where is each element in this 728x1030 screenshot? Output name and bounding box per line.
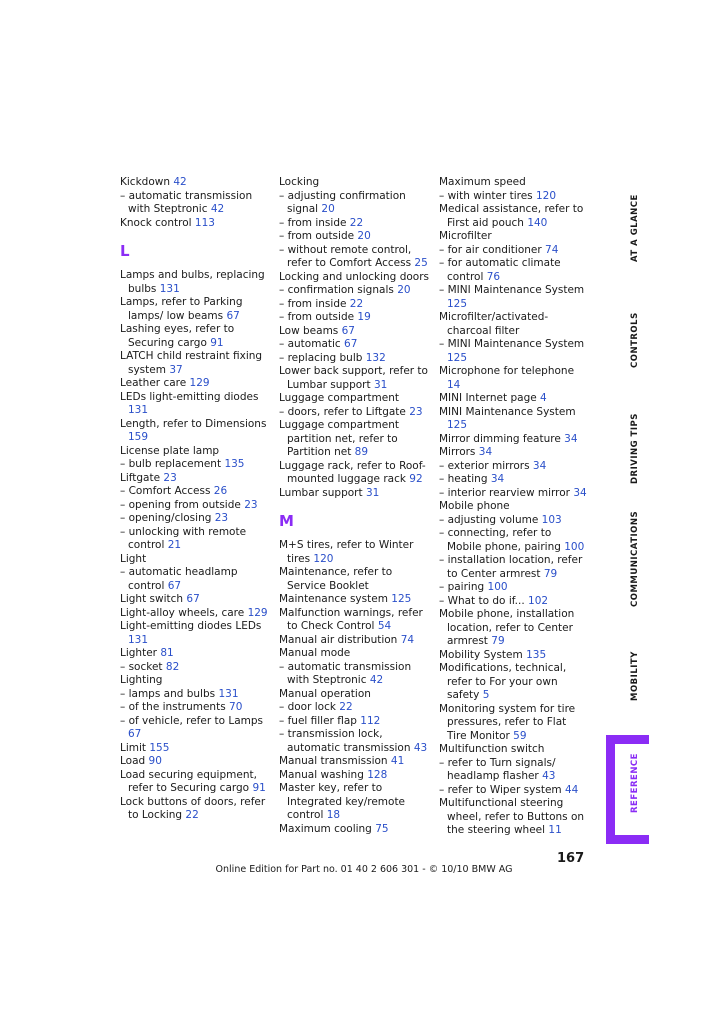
index-entry (120, 661, 270, 675)
page-link[interactable]: 23 (244, 498, 258, 511)
tab-driving-tips[interactable]: DRIVING TIPS (630, 413, 640, 484)
index-entry (120, 499, 270, 513)
page-link[interactable]: 42 (173, 176, 187, 188)
index-entry (279, 271, 429, 285)
index-entry (120, 176, 270, 190)
reference-bracket (606, 735, 649, 844)
index-entry-text: – automatic headlamp control (120, 566, 238, 592)
index-entry-text: – refer to Turn signals/ headlamp flasher (439, 756, 556, 782)
index-entry-text: – automatic transmission with Steptronic (120, 189, 253, 215)
page-link[interactable]: 75 (375, 822, 389, 835)
index-entry-text: Mobile phone (439, 500, 510, 512)
page-link[interactable]: 81 (160, 647, 174, 659)
index-entry (439, 230, 589, 244)
index-entry-text: License plate lamp (120, 444, 220, 457)
index-entry (439, 244, 589, 258)
index-entry (439, 433, 589, 447)
index-entry-text: Light-emitting diodes LEDs (120, 620, 262, 632)
index-entry (120, 566, 270, 593)
index-entry (120, 607, 270, 621)
tab-reference[interactable]: REFERENCE (630, 753, 640, 813)
index-entry (279, 539, 429, 566)
index-entry (439, 595, 589, 609)
page-link[interactable]: 129 (247, 606, 268, 619)
index-entry (120, 755, 270, 769)
index-entry (439, 649, 589, 663)
index-entry (279, 647, 429, 661)
index-entry (439, 460, 589, 474)
page-link[interactable]: 19 (357, 311, 371, 323)
page-link[interactable]: 90 (148, 755, 162, 767)
page-link[interactable]: 23 (163, 471, 177, 484)
index-entry (279, 325, 429, 339)
index-entry (439, 797, 589, 838)
index-entry-text: – connecting, refer to Mobile phone, pairing (439, 527, 561, 553)
index-entry-text: Multifunction switch (439, 743, 545, 755)
index-entry (279, 769, 429, 783)
page-link[interactable]: 67 (226, 309, 240, 322)
index-entry (439, 662, 589, 703)
page-link[interactable]: 42 (210, 203, 225, 215)
index-entry (120, 418, 270, 445)
page-link[interactable]: 67 (344, 338, 358, 350)
page-link[interactable]: 4 (540, 392, 547, 404)
index-entry-text: Microphone for telephone (439, 365, 575, 377)
index-entry (120, 593, 270, 607)
page-link[interactable]: 23 (214, 512, 229, 524)
index-entry (439, 581, 589, 595)
index-entry (120, 350, 270, 377)
index-column-2 (279, 176, 429, 836)
index-entry-text: – for automatic climate control (439, 257, 561, 283)
tab-communications[interactable]: COMMUNICATIONS (630, 510, 640, 607)
page-link[interactable]: 91 (252, 782, 266, 794)
index-entry-text: Light switch (120, 593, 184, 605)
index-entry-text: Microfilter/activated-charcoal filter (439, 311, 549, 337)
index-entry (439, 554, 589, 581)
index-entry-text: – automatic transmission with Steptronic (279, 660, 412, 686)
page-link[interactable]: 155 (149, 741, 170, 754)
tab-mobility[interactable]: MOBILITY (630, 651, 640, 701)
page-link[interactable]: 74 (545, 243, 559, 256)
page-link[interactable]: 44 (564, 783, 579, 796)
index-entry-text: Luggage rack, refer to Roof-mounted luggage rack (279, 459, 426, 485)
index-entry-text: – of the instruments (120, 701, 226, 713)
index-entry-text: Maximum speed (439, 176, 526, 188)
index-entry-text: Lamps, refer to Parking lamps/ low beams (120, 296, 243, 322)
index-entry (439, 487, 589, 501)
index-entry (439, 446, 589, 460)
index-entry-text: Manual transmission (279, 755, 388, 767)
page-link[interactable]: 135 (526, 648, 547, 661)
index-entry (279, 284, 429, 298)
page-link[interactable]: 22 (349, 216, 364, 229)
page-link[interactable]: 22 (339, 701, 353, 713)
page-link[interactable]: 82 (165, 660, 180, 673)
page-link[interactable]: 102 (528, 594, 549, 607)
index-entry (279, 607, 429, 634)
page-link[interactable]: 41 (390, 755, 405, 767)
page-link[interactable]: 103 (541, 513, 562, 526)
index-entry-text: Lower back support, refer to Lumbar support (279, 365, 428, 391)
index-entry-text: – with winter tires (439, 189, 533, 202)
page-link[interactable]: 59 (513, 729, 527, 742)
index-entry-text: – bulb replacement (120, 458, 222, 470)
index-entry (279, 593, 429, 607)
index-entry-text: – replacing bulb (279, 351, 363, 364)
index-entry-text: Monitoring system for tire pressures, refer to Flat Tire Monitor (439, 702, 576, 742)
index-entry (279, 298, 429, 312)
index-entry-text: – adjusting volume (439, 513, 539, 526)
page-link[interactable]: 131 (218, 687, 239, 700)
index-entry-text: – What to do if... (439, 594, 525, 607)
index-entry (279, 217, 429, 231)
index-entry (439, 406, 589, 433)
index-entry-text: Manual mode (279, 647, 351, 659)
index-entry (279, 661, 429, 688)
index-entry (439, 284, 589, 311)
index-entry-text: – MINI Maintenance System (439, 338, 585, 350)
index-entry-text: Load securing equipment, refer to Securing cargo (120, 768, 257, 794)
index-entry (279, 406, 429, 420)
page-link[interactable]: 131 (128, 633, 149, 646)
index-entry-text: – pairing (439, 581, 485, 593)
index-entry-text: Light (120, 552, 147, 565)
page-link[interactable]: 79 (543, 567, 558, 580)
page-link[interactable]: 120 (313, 552, 334, 565)
page-link[interactable]: 113 (194, 216, 215, 229)
page-link[interactable]: 125 (447, 351, 468, 364)
index-entry-text: – unlocking with remote control (120, 525, 247, 551)
index-entry (120, 715, 270, 742)
page-link[interactable]: 37 (169, 363, 183, 376)
index-entry-text: – without remote control, refer to Comfort Access (279, 243, 412, 269)
page-link[interactable]: 20 (397, 284, 411, 296)
index-entry-text: – for air conditioner (439, 243, 542, 256)
index-entry (279, 728, 429, 755)
index-entry-text: – socket (120, 660, 163, 673)
page-link[interactable]: 125 (391, 593, 412, 605)
page-link[interactable]: 120 (536, 189, 557, 202)
index-entry (439, 743, 589, 757)
page-link[interactable]: 31 (365, 486, 380, 499)
page-link[interactable]: 34 (564, 432, 578, 445)
index-entry-text: Medical assistance, refer to First aid pouch (439, 203, 584, 229)
index-entry-text: Length, refer to Dimensions (120, 417, 267, 430)
page-link[interactable]: 128 (367, 768, 388, 781)
index-entry-text: Multifunctional steering wheel, refer to Buttons on the steering wheel (439, 797, 585, 836)
index-entry-text: – doors, refer to Liftgate (279, 405, 406, 418)
index-entry (439, 473, 589, 487)
index-entry-text: Malfunction warnings, refer to Check Control (279, 606, 423, 632)
index-entry (120, 769, 270, 796)
index-entry-text: – opening/closing (120, 512, 212, 524)
page-link[interactable]: 91 (210, 336, 224, 349)
index-entry-text: – refer to Wiper system (439, 783, 562, 796)
index-entry-text: Locking (279, 176, 320, 188)
index-entry (120, 377, 270, 391)
index-entry-text: Limit (120, 741, 147, 754)
index-entry (279, 365, 429, 392)
index-entry-text: – fuel filler flap (279, 714, 357, 727)
page-link[interactable]: 18 (326, 809, 341, 821)
index-column-1 (120, 176, 270, 823)
index-entry (439, 392, 589, 406)
page-link[interactable]: 70 (229, 701, 243, 713)
index-entry (120, 458, 270, 472)
index-entry (120, 190, 270, 217)
index-entry (120, 269, 270, 296)
index-entry-text: Lighter (120, 647, 157, 659)
index-entry-text: M+S tires, refer to Winter tires (279, 539, 414, 565)
index-entry-text: Maximum cooling (279, 822, 372, 835)
index-entry (279, 190, 429, 217)
index-entry-text: Luggage compartment (279, 392, 399, 404)
index-entry (279, 352, 429, 366)
index-entry (120, 796, 270, 823)
index-entry-text: Kickdown (120, 176, 170, 188)
page-link[interactable]: 11 (548, 824, 562, 836)
index-entry (439, 608, 589, 649)
index-entry (120, 512, 270, 526)
page-link[interactable]: 112 (360, 714, 381, 727)
index-entry (279, 460, 429, 487)
index-entry-text: Manual air distribution (279, 633, 398, 646)
index-entry (120, 526, 270, 553)
page-link[interactable]: 131 (159, 282, 180, 295)
index-entry-text: Maintenance system (279, 593, 388, 605)
index-entry-text: Mirrors (439, 446, 476, 458)
index-entry (120, 688, 270, 702)
page-link[interactable]: 14 (447, 378, 461, 391)
page-link[interactable]: 67 (128, 728, 142, 740)
index-entry-text: – interior rearview mirror (439, 486, 570, 499)
tab-at-a-glance[interactable]: AT A GLANCE (630, 194, 640, 262)
index-entry (120, 485, 270, 499)
index-entry-text: Lamps and bulbs, replacing bulbs (120, 269, 265, 295)
index-entry-text: Light-alloy wheels, care (120, 606, 245, 619)
page-link[interactable]: 34 (478, 446, 493, 458)
index-entry-text: – automatic (279, 338, 341, 350)
page-link[interactable]: 23 (409, 405, 423, 418)
index-entry-text: Lighting (120, 674, 163, 686)
index-entry-text: Manual operation (279, 687, 371, 700)
index-entry (120, 391, 270, 418)
page-link[interactable]: 34 (573, 486, 587, 499)
page-link[interactable]: 43 (413, 741, 428, 754)
index-entry (279, 823, 429, 837)
index-entry-text: – installation location, refer to Center armrest (439, 554, 583, 580)
index-entry (120, 674, 270, 688)
page-link[interactable]: 20 (357, 230, 371, 242)
page-link[interactable]: 131 (128, 404, 149, 416)
index-entry (279, 419, 429, 460)
index-entry-text: – from inside (279, 216, 347, 229)
page-link[interactable]: 22 (349, 297, 364, 310)
page-link[interactable]: 74 (400, 633, 415, 646)
page-link[interactable]: 22 (185, 809, 199, 821)
index-entry-text: Mobility System (439, 648, 523, 661)
page-link[interactable]: 25 (414, 257, 428, 269)
index-entry-text: Modifications, technical, refer to For your own safety (439, 662, 567, 701)
index-entry (120, 217, 270, 231)
index-entry-text: MINI Internet page (439, 392, 537, 404)
page-link[interactable]: 140 (527, 216, 548, 229)
index-entry-text: – heating (439, 473, 488, 485)
page-link[interactable]: 20 (321, 203, 335, 215)
index-entry (120, 701, 270, 715)
page-link[interactable]: 42 (369, 674, 384, 686)
page-link[interactable]: 89 (354, 446, 369, 458)
page-link[interactable]: 21 (167, 539, 182, 551)
index-entry-text: MINI Maintenance System (439, 405, 576, 418)
index-entry (120, 445, 270, 459)
index-entry-text: – lamps and bulbs (120, 687, 216, 700)
index-entry-text: – from outside (279, 230, 355, 242)
index-entry-text: – transmission lock, automatic transmission (279, 728, 411, 754)
index-entry (279, 392, 429, 406)
index-column-3 (439, 176, 589, 838)
page-link[interactable]: 129 (189, 377, 210, 389)
index-letter-heading: M (279, 512, 294, 530)
index-entry-text: – from outside (279, 311, 355, 323)
index-entry-text: Leather care (120, 377, 187, 389)
index-entry-text: Lashing eyes, refer to Securing cargo (120, 323, 235, 349)
index-entry (279, 634, 429, 648)
index-entry-text: Lock buttons of doors, refer to Locking (120, 795, 266, 821)
index-entry-text: – Comfort Access (120, 485, 211, 497)
index-entry-text: – from inside (279, 297, 347, 310)
index-entry (279, 244, 429, 271)
page-number: 167 (557, 851, 585, 866)
index-entry-text: Mobile phone, installation location, refer to Center armrest (439, 608, 575, 647)
footer-text: Online Edition for Part no. 01 40 2 606 301 - © 10/10 BMW AG (215, 864, 513, 875)
index-entry (279, 230, 429, 244)
page-link[interactable]: 125 (447, 297, 468, 310)
index-entry (279, 311, 429, 325)
index-entry-text: – adjusting confirmation signal (279, 189, 406, 215)
page-link[interactable]: 5 (482, 689, 490, 701)
index-entry (120, 742, 270, 756)
index-letter-heading: L (120, 242, 130, 260)
index-entry (120, 472, 270, 486)
index-entry (279, 566, 429, 593)
index-entry-text: – MINI Maintenance System (439, 284, 585, 296)
page-link[interactable]: 31 (373, 378, 388, 391)
page-link[interactable]: 26 (213, 485, 228, 497)
index-entry-text: Manual washing (279, 768, 364, 781)
index-entry (439, 703, 589, 744)
index-entry (279, 701, 429, 715)
index-entry-text: – exterior mirrors (439, 459, 530, 472)
index-entry-text: Locking and unlocking doors (279, 270, 429, 283)
page-link[interactable]: 54 (377, 620, 392, 632)
index-entry-text: – confirmation signals (279, 284, 394, 296)
index-entry (439, 338, 589, 365)
page-link[interactable]: 34 (490, 473, 505, 485)
page-link[interactable]: 43 (542, 770, 556, 782)
index-entry (439, 203, 589, 230)
index-entry-text: – door lock (279, 701, 336, 713)
page-link[interactable]: 34 (532, 459, 547, 472)
index-entry-text: Luggage compartment partition net, refer to Partition net (279, 419, 399, 458)
index-entry (279, 338, 429, 352)
page-link[interactable]: 79 (491, 635, 505, 647)
page-link[interactable]: 67 (341, 324, 355, 337)
index-entry (279, 487, 429, 501)
index-entry-text: LEDs light-emitting diodes (120, 390, 259, 403)
index-entry-text: Knock control (120, 216, 192, 229)
index-entry (439, 365, 589, 392)
index-entry (120, 647, 270, 661)
index-entry-text: Microfilter (439, 230, 492, 242)
index-entry (439, 176, 589, 190)
page-link[interactable]: 100 (487, 581, 508, 593)
index-entry (120, 296, 270, 323)
index-entry (279, 176, 429, 190)
index-entry (439, 190, 589, 204)
page-link[interactable]: 100 (564, 540, 585, 553)
tab-controls[interactable]: CONTROLS (630, 312, 640, 368)
index-entry (120, 323, 270, 350)
index-entry (120, 620, 270, 647)
index-entry (439, 311, 589, 338)
index-entry-text: Liftgate (120, 471, 161, 484)
index-entry (120, 553, 270, 567)
page-link[interactable]: 67 (167, 579, 182, 592)
index-entry-text: Mirror dimming feature (439, 432, 561, 445)
index-entry (439, 527, 589, 554)
page-link[interactable]: 132 (365, 351, 386, 364)
index-entry-text: – of vehicle, refer to Lamps (120, 714, 264, 727)
index-entry-text: LATCH child restraint fixing system (120, 350, 263, 376)
index-entry (439, 757, 589, 784)
index-entry (439, 514, 589, 528)
page-link[interactable]: 159 (128, 431, 149, 443)
index-entry-text: Load (120, 755, 146, 767)
page-link[interactable]: 125 (447, 419, 468, 431)
index-entry (279, 688, 429, 702)
page-link[interactable]: 135 (224, 458, 245, 470)
page-link[interactable]: 92 (409, 473, 423, 485)
index-entry (279, 782, 429, 823)
index-entry-text: Low beams (279, 324, 339, 337)
index-entry-text: Maintenance, refer to Service Booklet (279, 566, 393, 592)
index-entry (279, 755, 429, 769)
index-entry-text: Master key, refer to Integrated key/remote control (279, 782, 406, 821)
page-link[interactable]: 76 (486, 270, 501, 283)
index-entry (439, 500, 589, 514)
index-entry-text: Lumbar support (279, 486, 363, 499)
index-entry-text: – opening from outside (120, 498, 241, 511)
index-entry (279, 715, 429, 729)
index-entry (439, 784, 589, 798)
page-link[interactable]: 67 (186, 593, 200, 605)
index-entry (439, 257, 589, 284)
